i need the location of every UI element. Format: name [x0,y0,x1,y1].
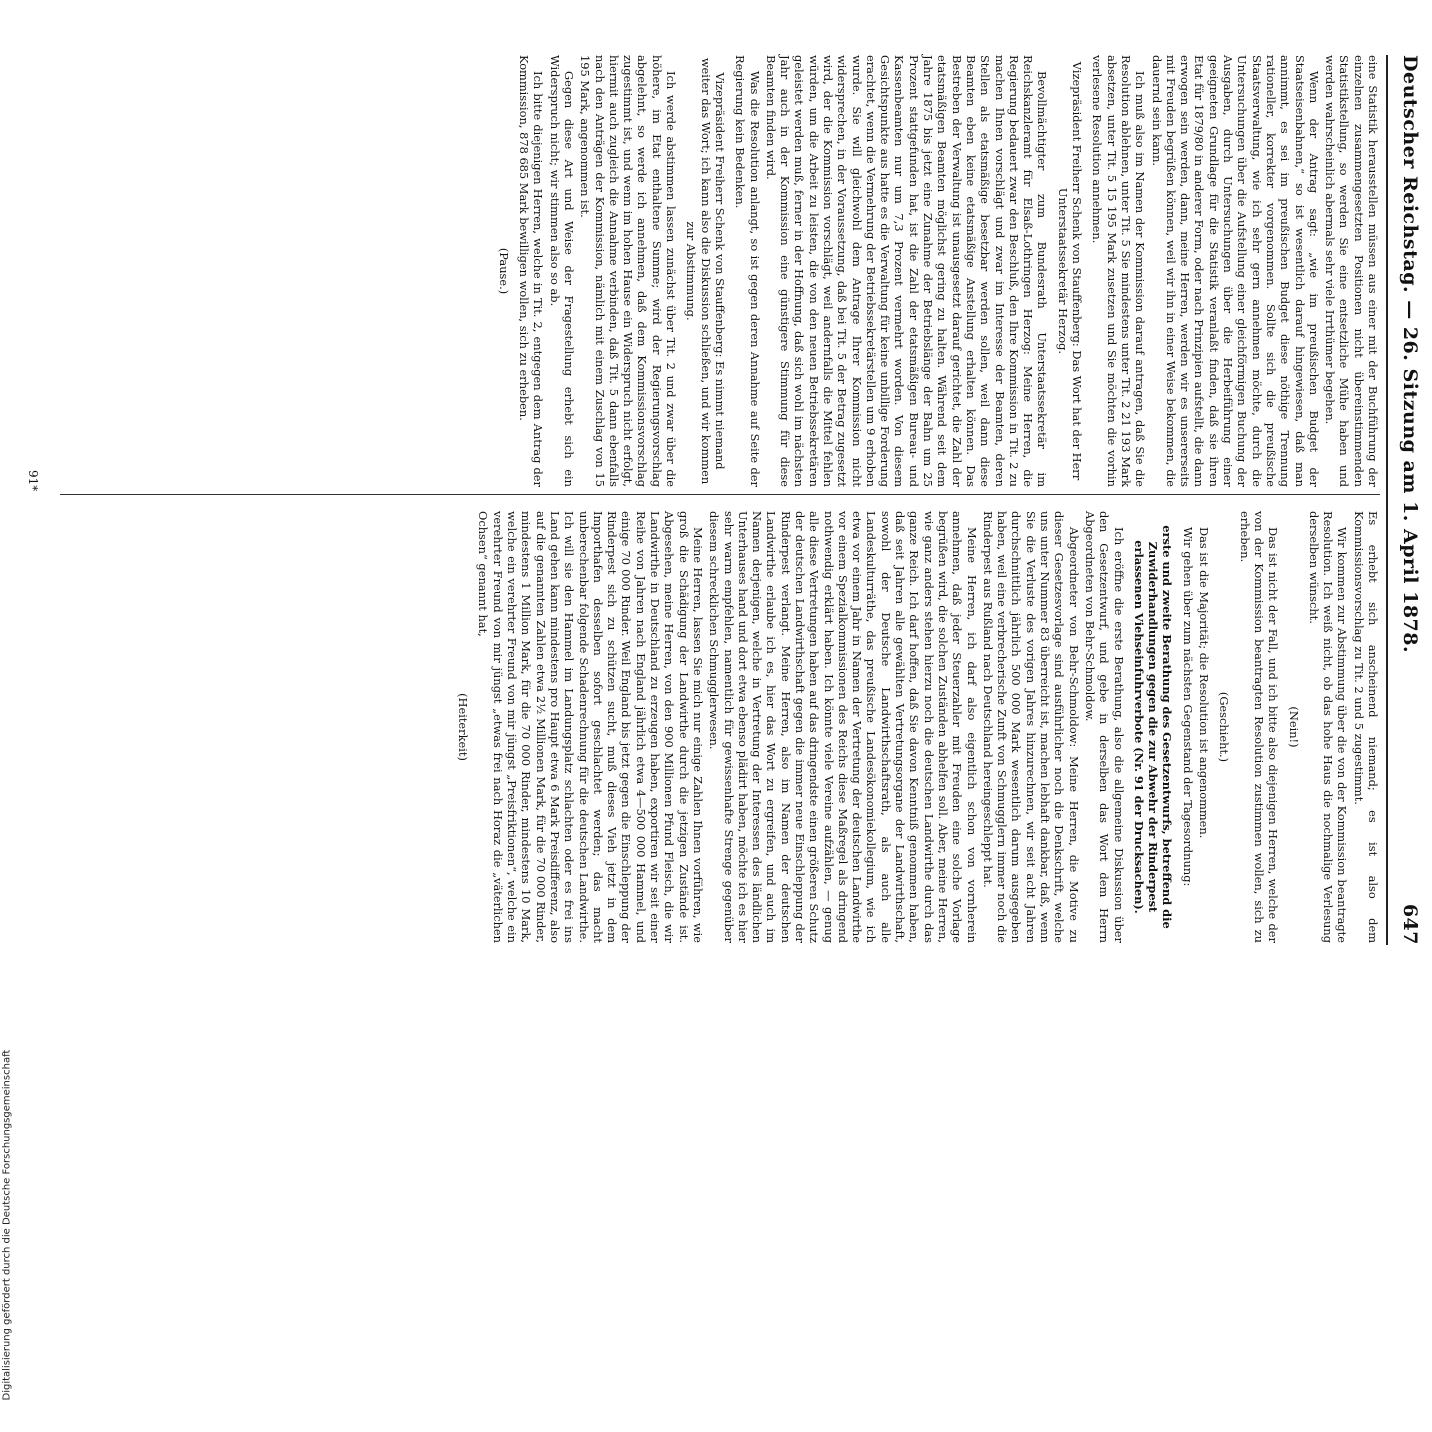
paragraph: Ich muß also im Namen der Kommission darauf antragen, daß Sie die Resolution ablehnen, unter Tit. 5 Sie mindestens unter Tit. 2 21 193 Mark absetzen, unter Tit. 5 15 195 Mark zusetzen und Sie möchten die vorhin verlesene Resolution annehmen. [1090,55,1148,487]
speaker-line: Vizepräsident Freiherr Schenk von Stauffenberg: Es nimmt niemand weiter das Wort; ich kann also die Diskussion schließen, und wir kommen zur Abstimmung. [684,57,727,485]
paragraph: Wir gehen über zum nächsten Gegenstand der Tagesordnung: [1180,527,1195,887]
paragraph: Bevollmächtigter zum Bundesrath Unterstaatssekretär im Reichskanzleramt für Elsaß-Lothringen Herzog: Meine Herren, die Regierung bedauert zwar den Beschluß, den Ihre Kommission in Tit. 2 zu machen Ihnen vorschlägt und zwar im Interesse der Beamten, deren Stellen als etatsmäßige besetzbar werden sollen, weil dann diese Beamten eben keine etatsmäßige Anstellung erhalten können. Das Bestreben der Verwaltung ist unausgesetzt darauf gerichtet, die Zahl der etatsmäßigen Beamten möglichst gering zu halten. Während seit dem Jahre 1875 bis jetzt eine Zunahme der Betriebslänge der Bahn um 25 Prozent stattgefunden hat, ist die Zahl der etatsmäßigen Bureau- und Kassenbeamten nur um 7,3 Prozent vermehrt worden. Von diesem Gesichtspunkte aus hatte es die Verwaltung für keine unbillige Forderung erachtet, wenn die Vermehrung der Betriebssekretärstellen um 9 erhoben wurde. Sie will gleichwohl dem Antrage Ihrer Kommission nicht widersprechen, in der Voraussetzung, daß bei Tit. 5 der Betrag zugesetzt wird, der die Kommission vorschlägt, weil andernfalls die Mittel fehlen würden, um die Arbeit zu leisten, die von den neuen Betriebssekretären geleistet werden muß, ferner in der Hoffnung, daß sich wohl im nächsten Jahr auch in der Kommission eine günstigere Stimmung für diese Beamten finden wird. [763,55,1050,487]
agenda-item: erste und zweite Berathung des Gesetzentwurfs, betreffend die Zuwiderhandlungen gegen die zur Abwehr der Rinderpest erlassenen Viehseinfuhrverbote (Nr. 91 der Drucksachen). [1131,525,1175,929]
paragraph: Das ist die Majorität; die Resolution ist angenommen. [1197,527,1212,839]
stage-direction: (Pause.) [496,247,511,295]
paragraph: Meine Herren, ich darf also eigentlich schon von vornherein annehmen, daß jeder Steuerzahler mit Freuden eine solche Vorlage begrüßen wird, die solchen Zuständen abhelfen soll. Aber, meine Herren, wie ganz anders stehen hierzu noch die deutschen Landwirthe durch das ganze Reich. Ich darf hoffen, daß Sie davon Kenntniß genommen haben, daß seit Jahren alle gewählten Vertretungsorgane der Landwirthschaft, sowohl der Deutsche Landwirthschaftsrath, als auch alle Landeskulturräthe, das preußische Landesökonomiekollegium, wie ich etwa vor einem Jahr in Namen der Vertretung der deutschen Landwirthe vor einem Spezialkommissionen des Reichs diese Maßregel als dringend nothwendig erklärt haben. Ich könnte viele Vereine aufzählen, — genug alle diese Vertretungen haben auf das dringendste einen größeren Schutz der deutschen Landwirthschaft gegen die immer neue Einschleppung der Rinderpest verlangt. Meine Herren, also im Namen der deutschen Landwirthe erlaube ich es, hier das Wort zu ergreifen, und auch im Namen derjenigen, welche in Vertretung der Interessen des ländlichen Unterhauses hand und dort etwa ebenso plädirt haben, möchte ich es hier sehr warm empfehlen, namentlich für gewissenhafte Strenge gegenüber diesem schrecklichen Schmugglerwesen. [707,511,979,943]
paragraph: Ich eröffne die erste Berathung, also die allgemeine Diskussion über den Gesetzentwurf, und gebe in derselben das Wort dem Herrn Abgeordneten von Behr-Schmoldow. [1082,511,1126,943]
page-header [1389,55,1429,945]
paragraph: eine Statistik herausstellen müssen aus einer mit der Buchführung der einzelnen zusammengesetzten Positionen nicht übereinstimmenden Statistikstellung, so werden Sie eine entsetzliche Mühe haben und werden wahrscheinlich abermals sehr viele Irrthümer begehen. [1323,55,1380,487]
paragraph: Ich werde abstimmen lassen zunächst über Tit. 2 und zwar über die höhere, im Etat enthaltene Summe; wird der Regierungsvorschlag abgelehnt, so werde ich annehmen, daß dem Kommissionsvorschlag zugestimmt ist, und wenn im hohen Hause ein Widerspruch nicht erfolgt, hiermit auch zugleich die Annahme verbinden, daß Tit. 5 dann ebenfalls nach den Anträgen der Kommission, nämlich mit einem Zuschlag von 15 195 Mark, angenommen ist. [578,55,679,487]
left-column [490,55,1380,487]
attribution-text: Digitalisierung gefördert durch die Deutsche Forschungsgemeinschaft [1,1049,13,1401]
speaker-line: Vizepräsident Freiherr Schenk von Stauffenberg: Das Wort hat der Herr Unterstaatssekretär Herzog. [1055,61,1085,481]
column-divider [60,494,1380,495]
running-title: Deutscher Reichstag. — 26. Sitzung am 1. April 1878. [1399,55,1421,654]
paragraph: Ich bitte diejenigen Herren, welche in Tit. 2, entgegen dem Antrag der Kommission, 878 685 Mark bewilligen wollen, sich zu erheben. [517,55,546,487]
paragraph: Wenn der Antrag sagt: „wie im preußischen Budget der Staatseisenbahnen,“ so ist wesentlich darauf hingewiesen, daß man annimmt, es sei im preußischen Budget diese nöthige Trennung rationeller, korrekter vorgenommen. Sollte sich die preußische Staatsverwaltung, wie ich sehr gern annehmen möchte, durch die Untersuchungen über die Aufstellung einer gleichförmigen Buchung der Ausgaben, durch Untersuchungen über die Herbeiführung einer geeigneten Grundlage für die Statistik veranlaßt finden, daß sie ihren Etat für 1879/80 in anderer Form, oder nach Prinzipien aufstellt, die dann erwogen sein werden, dann, meine Herren, werden wir es unsererseits mit Freuden begrüßen können, weil wir ihn in einer Weise bekommen, die dauernd sein kann. [1149,55,1321,487]
paragraph: Abgeordneter von Behr-Schmoldow: Meine Herren, die Motive zu dieser Gesetzesvorlage sind ausführlicher noch die Denkschrift, welche uns unter Nummer 83 überreicht ist, machen lebhaft dankbar, daß, wenn Sie die Verluste des vorigen Jahres hinzurechnen, wir seit acht Jahren durchschnittlich jährlich 500 000 Mark wesentlich darum ausgegeben haben, weil eine verbrecherische Zunft von Schmugglern immer noch die Rinderpest aus Rußland nach Deutschland hereingeschleppt hat. [980,511,1081,943]
signature-mark: 91* [26,470,40,492]
paragraph: Wir kommen zur Abstimmung über die von der Kommission beantragte Resolution. Ich weiß nicht, ob das hohe Haus die nochmalige Verlesung derselben wünscht. [1306,511,1350,943]
stage-direction: (Heiterkeit) [456,693,471,761]
attribution-strip [2,0,16,1432]
right-column [450,511,1380,943]
paragraph: Gegen diese Art und Weise der Fragestellung erhebt sich ein Widerspruch nicht; wir stimmen also so ab. [547,55,576,487]
paragraph: Das ist nicht der Fall, und ich bitte also diejenigen Herren, welche der von der Kommission beantragten Resolution zustimmen wollen, sich zu erheben. [1237,511,1281,943]
paragraph: Meine Herren, lassen Sie mich nur einige Zahlen Ihnen vorführen, wie groß die Schädigung der Landwirthe durch die jetzigen Zustände ist. Abgesehen, meine Herren, von den 900 Millionen Pfund Fleisch, die wir Landwirthe in Deutschland zu erzeugen haben, exportiren wir seit einer Reihe von Jahren nach England jährlich etwa 4—500 000 Hammel, und einige 70 000 Rinder. Weil England bis jetzt gegen die Einschleppung der Rinderpest sich zu schützen sucht, muß dieses Vieh jetzt in dem Importhafen desselben sofort geschlachtet werden; das macht unberechenbar folgende Schadenrechnung für die deutschen Landwirthe. Ich will sie den Hammel im Landungsplatz schlachten oder es frei ins Land gehen kann mindestens pro Haupt etwa 6 Mark Preisdifferenz, also auf die genannten Zahlen etwa 2½ Millionen Mark, für die 70 000 Rinder, mindestens 1 Million Mark, für die 70 000 Rinder, mindestens 10 Mark, welche ein verehrter Freund von mir jüngst „Preisfriktionen“, welche ein verehrter Freund von mir jüngst „etwas frei nach Horaz die „väterlichen Ochsen“ genannt hat, [476,511,705,943]
stage-direction: (Geschieht.) [1217,691,1232,763]
stage-direction: (Nein!) [1286,706,1301,748]
header-rule [1386,55,1388,945]
page-number: 647 [1399,903,1421,945]
paragraph: Es erhebt sich anscheinend niemand; es ist also dem Kommissionsvorschlag zu Tit. 2 und 5 zugestimmt. [1351,511,1380,943]
paragraph: Was die Resolution anlangt, so ist gegen deren Annahme auf Seite der Regierung kein Bedenken. [733,55,762,487]
